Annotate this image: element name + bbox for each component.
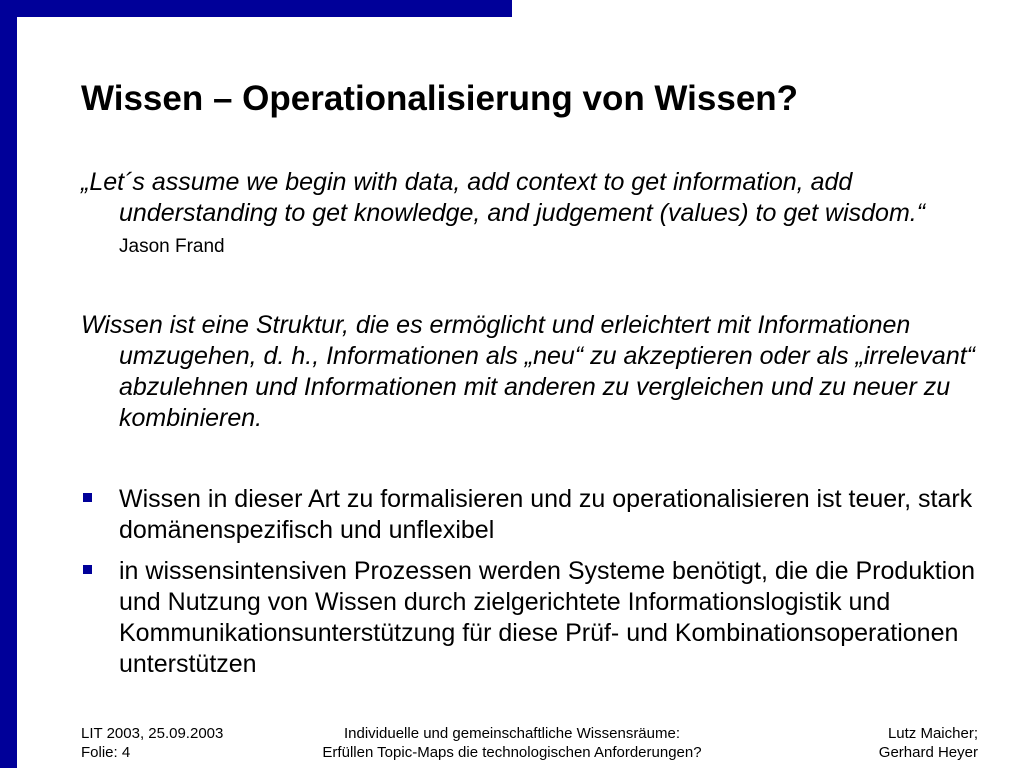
footer-author-2: Gerhard Heyer [878,744,978,761]
quote-text: „Let´s assume we begin with data, add context to get information, add understanding to get knowledge, and judgement (values) to get wisdom.“ [81,168,926,227]
quote-author: Jason Frand [119,236,225,257]
footer-author-1: Lutz Maicher; [887,725,978,742]
footer-talk-title-line1: Individuelle und gemeinschaftliche Wissensräume: [343,725,681,742]
footer-center [322,724,701,762]
slide-title: Wissen – Operationalisierung von Wissen? [81,79,799,118]
left-accent-bar [0,0,17,768]
bullet-text: in wissensintensiven Prozessen werden Systeme benötigt, die die Produktion und Nutzung von Wissen durch zielgerichtete Informationslogistik und Kommunikationsunterstützung für diese Prüf- und Kombinationsoperationen unterstützen [119,557,976,678]
top-accent-bar [0,0,512,17]
bullet-text: Wissen in dieser Art zu formalisieren und zu operationalisieren ist teuer, stark domänenspezifisch und unflexibel [119,485,973,544]
square-bullet-icon [83,565,92,574]
footer-left [81,724,223,762]
quote-block [81,167,981,262]
bullet-item [81,556,981,680]
footer-talk-title-line2: Erfüllen Topic-Maps die technologischen Anforderungen? [322,744,702,761]
footer-event-date: LIT 2003, 25.09.2003 [81,725,224,742]
footer-slide-number: Folie: 4 [81,744,131,761]
footer-right [879,724,978,762]
bullet-item [81,484,981,546]
definition-block [81,310,981,434]
square-bullet-icon [83,493,92,502]
quote-paragraph [81,167,981,262]
bullet-list [81,484,981,690]
definition-text: Wissen ist eine Struktur, die es ermöglicht und erleichtert mit Informationen umzugehen, d. h., Informationen als „neu“ zu akzeptieren oder als „irrelevant“ abzulehnen und Informationen mit anderen zu vergleichen und zu neuer zu kombinieren. [81,311,976,432]
